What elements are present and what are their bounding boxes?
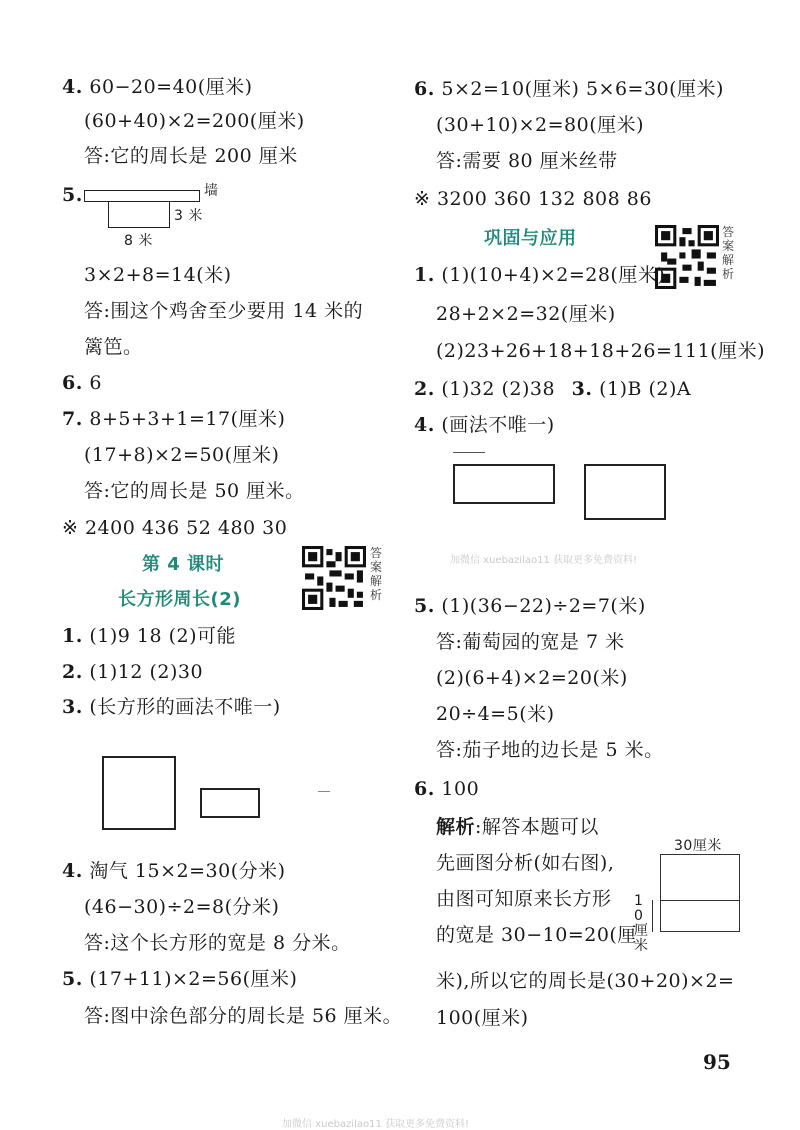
question-number: 6. (62, 372, 83, 394)
section-title: 巩固与应用 (484, 228, 577, 249)
left-q7-answer: 答:它的周长是 50 厘米。 (84, 480, 305, 502)
drawn-rectangle (584, 464, 666, 520)
qr-code-icon[interactable] (302, 546, 366, 610)
consolidate-q5-line1: 5. (1)(36−22)÷2=7(米) (414, 595, 646, 617)
consolidate-q5-answer: 答:茄子地的边长是 5 米。 (436, 739, 664, 761)
consolidate-q1-line2: 28+2×2=32(厘米) (436, 303, 616, 325)
lesson-q3: 3. (长方形的画法不唯一) (62, 696, 281, 718)
explanation-line4: 的宽是 30−10=20(厘 (436, 924, 637, 946)
left-q4-answer: 答:它的周长是 200 厘米 (84, 145, 298, 167)
consolidate-q2-q3: 2. (1)32 (2)38 3. (1)B (2)A (414, 378, 692, 400)
watermark-bottom: 加微信 xuebazilao11 获取更多免费资料! (282, 1119, 470, 1130)
lesson-q4-line1: 4. 淘气 15×2=30(分米) (62, 860, 286, 882)
lesson-q1: 1. (1)9 18 (2)可能 (62, 625, 237, 647)
consolidate-q5-line3: (2)(6+4)×2=20(米) (436, 667, 628, 689)
consolidate-q5-line4: 20÷4=5(米) (436, 703, 555, 725)
left-extra-answers: ※ 2400 436 52 480 30 (62, 517, 288, 539)
question-number: 6. (414, 78, 435, 100)
left-q5-line2: 答:围这个鸡舍至少要用 14 米的 (84, 300, 364, 322)
q6-figure (660, 854, 740, 932)
drawn-rectangle (200, 788, 260, 818)
figure-dimension-arrow (652, 900, 653, 932)
left-q7-line2: (17+8)×2=50(厘米) (84, 444, 280, 466)
left-q5-line3: 篱笆。 (84, 336, 143, 358)
question-number: 4. (62, 860, 83, 882)
drawn-square (102, 756, 176, 830)
question-number: 2. (62, 661, 83, 683)
drawn-rectangle-wide (453, 464, 555, 504)
lesson-subtitle: 长方形周长(2) (118, 589, 241, 610)
page-number: 95 (703, 1050, 731, 1074)
figure-side-label: 10厘米 (634, 893, 649, 954)
explanation-line2: 先画图分析(如右图), (436, 852, 615, 874)
lesson-q5-answer: 答:图中涂色部分的周长是 56 厘米。 (84, 1005, 403, 1027)
left-q6: 6. 6 (62, 372, 102, 394)
lesson-q4-answer: 答:这个长方形的宽是 8 分米。 (84, 932, 351, 954)
question-number: 3. (571, 378, 593, 400)
figure-inner-line (661, 900, 739, 901)
explanation-line5: 米),所以它的周长是(30+20)×2= (436, 970, 735, 992)
explanation-line6: 100(厘米) (436, 1007, 529, 1029)
bottom-length-label: 8 米 (124, 233, 153, 249)
question-number: 1. (62, 625, 83, 647)
left-q7-line1: 7. 8+5+3+1=17(厘米) (62, 408, 286, 430)
stray-line (453, 452, 485, 453)
question-number: 7. (62, 408, 83, 430)
left-q4-line2: (60+40)×2=200(厘米) (84, 110, 305, 132)
question-number: 4. (414, 414, 435, 436)
consolidate-q6: 6. 100 (414, 778, 480, 800)
right-q6-answer: 答:需要 80 厘米丝带 (436, 150, 618, 172)
left-q5-number: 5. (62, 184, 83, 206)
wall-label: 墙 (204, 183, 219, 199)
right-extra-answers: ※ 3200 360 132 808 86 (414, 188, 652, 210)
stray-mark (318, 791, 330, 792)
question-number: 5. (414, 595, 435, 617)
explanation-label: 解析 (436, 816, 476, 838)
right-q6-line1: 6. 5×2=10(厘米) 5×6=30(厘米) (414, 78, 724, 100)
consolidate-q5-line2: 答:葡萄园的宽是 7 米 (436, 631, 625, 653)
qr-label: 答案解析 (722, 225, 735, 281)
left-q5-line1: 3×2+8=14(米) (84, 264, 232, 286)
consolidate-q4: 4. (画法不唯一) (414, 414, 555, 436)
question-number: 4. (62, 76, 83, 98)
figure-top-label: 30厘米 (674, 838, 722, 854)
lesson-q4-line2: (46−30)÷2=8(分米) (84, 896, 280, 918)
side-length-label: 3 米 (174, 208, 203, 224)
lesson-q5-line1: 5. (17+11)×2=56(厘米) (62, 968, 298, 990)
lesson-q2: 2. (1)12 (2)30 (62, 661, 204, 683)
question-number: 5. (62, 968, 83, 990)
consolidate-q1-line3: (2)23+26+18+18+26=111(厘米) (436, 340, 765, 362)
question-number: 6. (414, 778, 435, 800)
question-number: 3. (62, 696, 83, 718)
right-q6-line2: (30+10)×2=80(厘米) (436, 114, 645, 136)
left-q4-line1: 4. 60−20=40(厘米) (62, 76, 253, 98)
question-number: 1. (414, 264, 435, 286)
explanation-line1: 解析:解答本题可以 (436, 816, 599, 838)
question-number: 2. (414, 378, 435, 400)
q5-coop-figure (108, 201, 170, 228)
qr-label: 答案解析 (370, 546, 383, 602)
lesson-title: 第 4 课时 (142, 554, 225, 575)
explanation-line3: 由图可知原来长方形 (436, 888, 612, 910)
consolidate-q1-line1: 1. (1)(10+4)×2=28(厘米) (414, 264, 666, 286)
watermark: 加微信 xuebazilao11 获取更多免费资料! (450, 555, 638, 566)
